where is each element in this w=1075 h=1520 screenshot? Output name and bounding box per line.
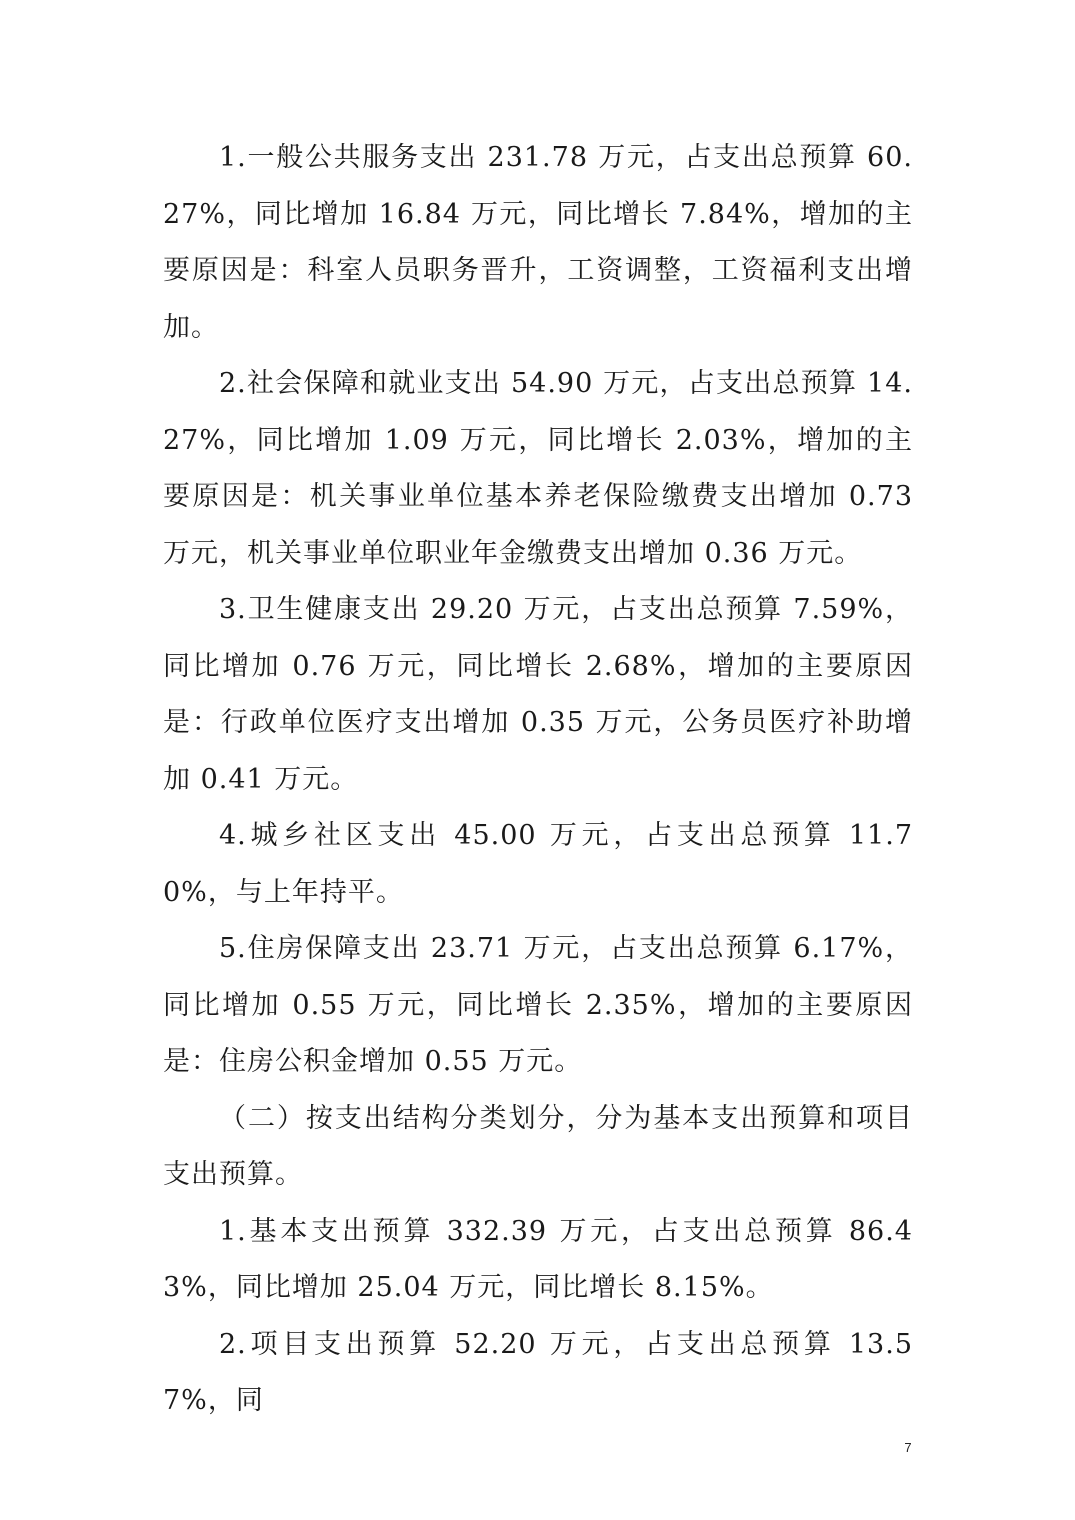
document-body — [163, 130, 913, 1430]
paragraph-basic-expenditure: 1.基本支出预算 332.39 万元，占支出总预算 86.43%，同比增加 25.04 万元，同比增长 8.15%。 — [163, 1215, 913, 1303]
page-number: 7 — [904, 1440, 912, 1455]
paragraph-social-security: 2.社会保障和就业支出 54.90 万元，占支出总预算 14.27%，同比增加 1.09 万元，同比增长 2.03%，增加的主要原因是：机关事业单位基本养老保险缴费支出增加 0.73 万元，机关事业单位职业年金缴费支出增加 0.36 万元。 — [163, 368, 913, 569]
paragraph-general-public-services: 1.一般公共服务支出 231.78 万元，占支出总预算 60.27%，同比增加 16.84 万元，同比增长 7.84%，增加的主要原因是：科室人员职务晋升，工资调整，工资福利支出增加。 — [163, 142, 913, 343]
paragraph-expenditure-structure-heading: （二）按支出结构分类划分，分为基本支出预算和项目支出预算。 — [163, 1102, 913, 1190]
paragraph-project-expenditure: 2.项目支出预算 52.20 万元，占支出总预算 13.57%，同 — [163, 1328, 913, 1416]
paragraph-health: 3.卫生健康支出 29.20 万元，占支出总预算 7.59%，同比增加 0.76 万元，同比增长 2.68%，增加的主要原因是：行政单位医疗支出增加 0.35 万元，公务员医疗补助增加 0.41 万元。 — [163, 594, 913, 795]
paragraph-housing-security: 5.住房保障支出 23.71 万元，占支出总预算 6.17%，同比增加 0.55 万元，同比增长 2.35%，增加的主要原因是：住房公积金增加 0.55 万元。 — [163, 933, 913, 1077]
paragraph-urban-rural-community: 4.城乡社区支出 45.00 万元，占支出总预算 11.70%，与上年持平。 — [163, 820, 913, 908]
